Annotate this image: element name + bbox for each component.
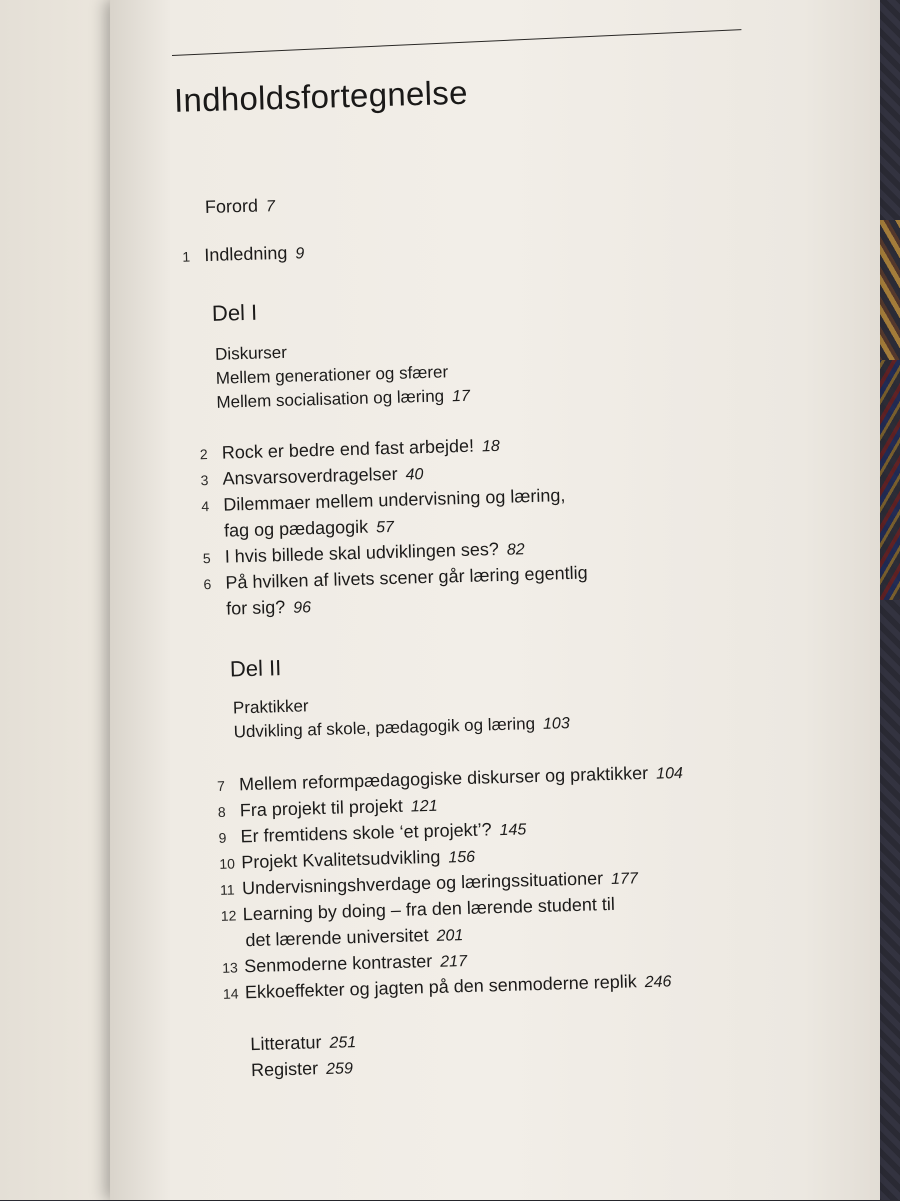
toc-entry-continued (226, 596, 311, 619)
toc-entry (218, 818, 526, 848)
toc-entry (203, 538, 525, 568)
chapter-number: 14 (222, 985, 239, 1002)
chapter-number: 9 (218, 829, 227, 846)
entry-title: I hvis billede skal udviklingen ses? (224, 538, 500, 567)
entry-title: Learning by doing – fra den lærende student til (242, 893, 616, 925)
entry-page: 259 (325, 1060, 354, 1079)
entry-title: Litteratur (250, 1032, 322, 1055)
toc-entry (201, 485, 566, 516)
entry-page: 201 (436, 927, 464, 945)
chapter-number: 11 (219, 881, 235, 898)
entry-title: Mellem socialisation og læring (216, 386, 445, 412)
entry-page: 104 (655, 764, 684, 783)
chapter-number: 6 (203, 576, 212, 593)
part-heading: Del I (211, 299, 258, 326)
entry-title: Forord (204, 195, 259, 218)
entry-title: Rock er bedre end fast arbejde! (221, 435, 475, 463)
toc-entry (205, 195, 275, 218)
entry-page: 57 (375, 518, 395, 537)
toc-entry (203, 563, 588, 595)
entry-page: 17 (451, 387, 471, 406)
entry-title: Fra projekt til projekt (239, 795, 404, 821)
toc-entry (251, 1057, 353, 1081)
entry-title: Udvikling af skole, pædagogik og læring (233, 714, 536, 742)
toc-entry (250, 1031, 356, 1055)
toc-content (107, 0, 900, 1201)
entry-page: 156 (448, 848, 476, 867)
entry-page: 145 (499, 821, 527, 840)
entry-title: Projekt Kvalitetsudvikling (241, 846, 441, 873)
entry-page: 251 (329, 1034, 357, 1052)
book-page (110, 0, 880, 1200)
entry-page: 246 (644, 973, 672, 992)
part-intro-line: Diskurser (214, 342, 288, 364)
chapter-number: 12 (220, 907, 237, 924)
entry-title: Er fremtidens skole ‘et projekt’? (240, 819, 492, 847)
part-intro-line: Mellem generationer og sfærer (215, 362, 449, 388)
entry-title: Dilemmaer mellem undervisning og læring, (223, 485, 566, 515)
entry-page: 9 (295, 245, 305, 263)
chapter-number: 10 (219, 855, 236, 872)
entry-title: det lærende universitet (245, 925, 429, 951)
part-intro-line: Praktikker (232, 696, 309, 718)
chapter-number: 3 (200, 472, 209, 489)
toc-entry (200, 463, 423, 490)
toc-entry-continued (224, 516, 394, 542)
entry-title: Senmoderne kontraster (243, 951, 433, 977)
chapter-number: 8 (217, 803, 226, 820)
toc-entry-continued (245, 924, 463, 951)
entry-page: 7 (265, 198, 276, 216)
entry-page: 217 (440, 953, 468, 971)
toc-entry (200, 435, 500, 464)
chapter-number: 1 (182, 248, 191, 265)
toc-entry (222, 950, 467, 978)
entry-title: Mellem reformpædagogiske diskurser og praktikker (238, 762, 649, 795)
part-intro-line (233, 713, 570, 742)
entry-page: 40 (405, 466, 424, 484)
entry-title: Register (250, 1058, 319, 1081)
chapter-number: 13 (222, 959, 239, 976)
toc-entry (219, 846, 475, 874)
entry-page: 177 (610, 870, 639, 888)
entry-title: Ansvarsoverdragelser (222, 463, 398, 489)
chapter-number: 4 (201, 498, 210, 515)
chapter-number: 7 (216, 777, 226, 794)
toc-entry (218, 795, 438, 822)
entry-title: Indledning (204, 242, 288, 266)
part-intro-line (216, 386, 470, 413)
toc-entry (217, 762, 683, 796)
entry-page: 82 (506, 541, 525, 559)
entry-title: På hvilken af livets scener går læring egentlig (225, 562, 588, 593)
chapter-number: 2 (199, 446, 208, 463)
entry-page: 103 (542, 715, 570, 733)
page-title: Indholdsfortegnelse (173, 73, 469, 119)
entry-page: 96 (293, 599, 312, 617)
entry-title: for sig? (225, 596, 286, 619)
entry-page: 18 (481, 437, 500, 456)
entry-page: 121 (410, 797, 438, 816)
toc-entry (182, 242, 305, 266)
chapter-number: 5 (202, 550, 211, 567)
part-heading: Del II (229, 655, 282, 682)
entry-title: fag og pædagogik (223, 516, 369, 541)
entry-title: Undervisningshverdage og læringssituationer (241, 868, 604, 899)
toc-entry (220, 894, 615, 926)
entry-title: Ekkoeffekter og jagten på den senmoderne replik (244, 971, 637, 1003)
